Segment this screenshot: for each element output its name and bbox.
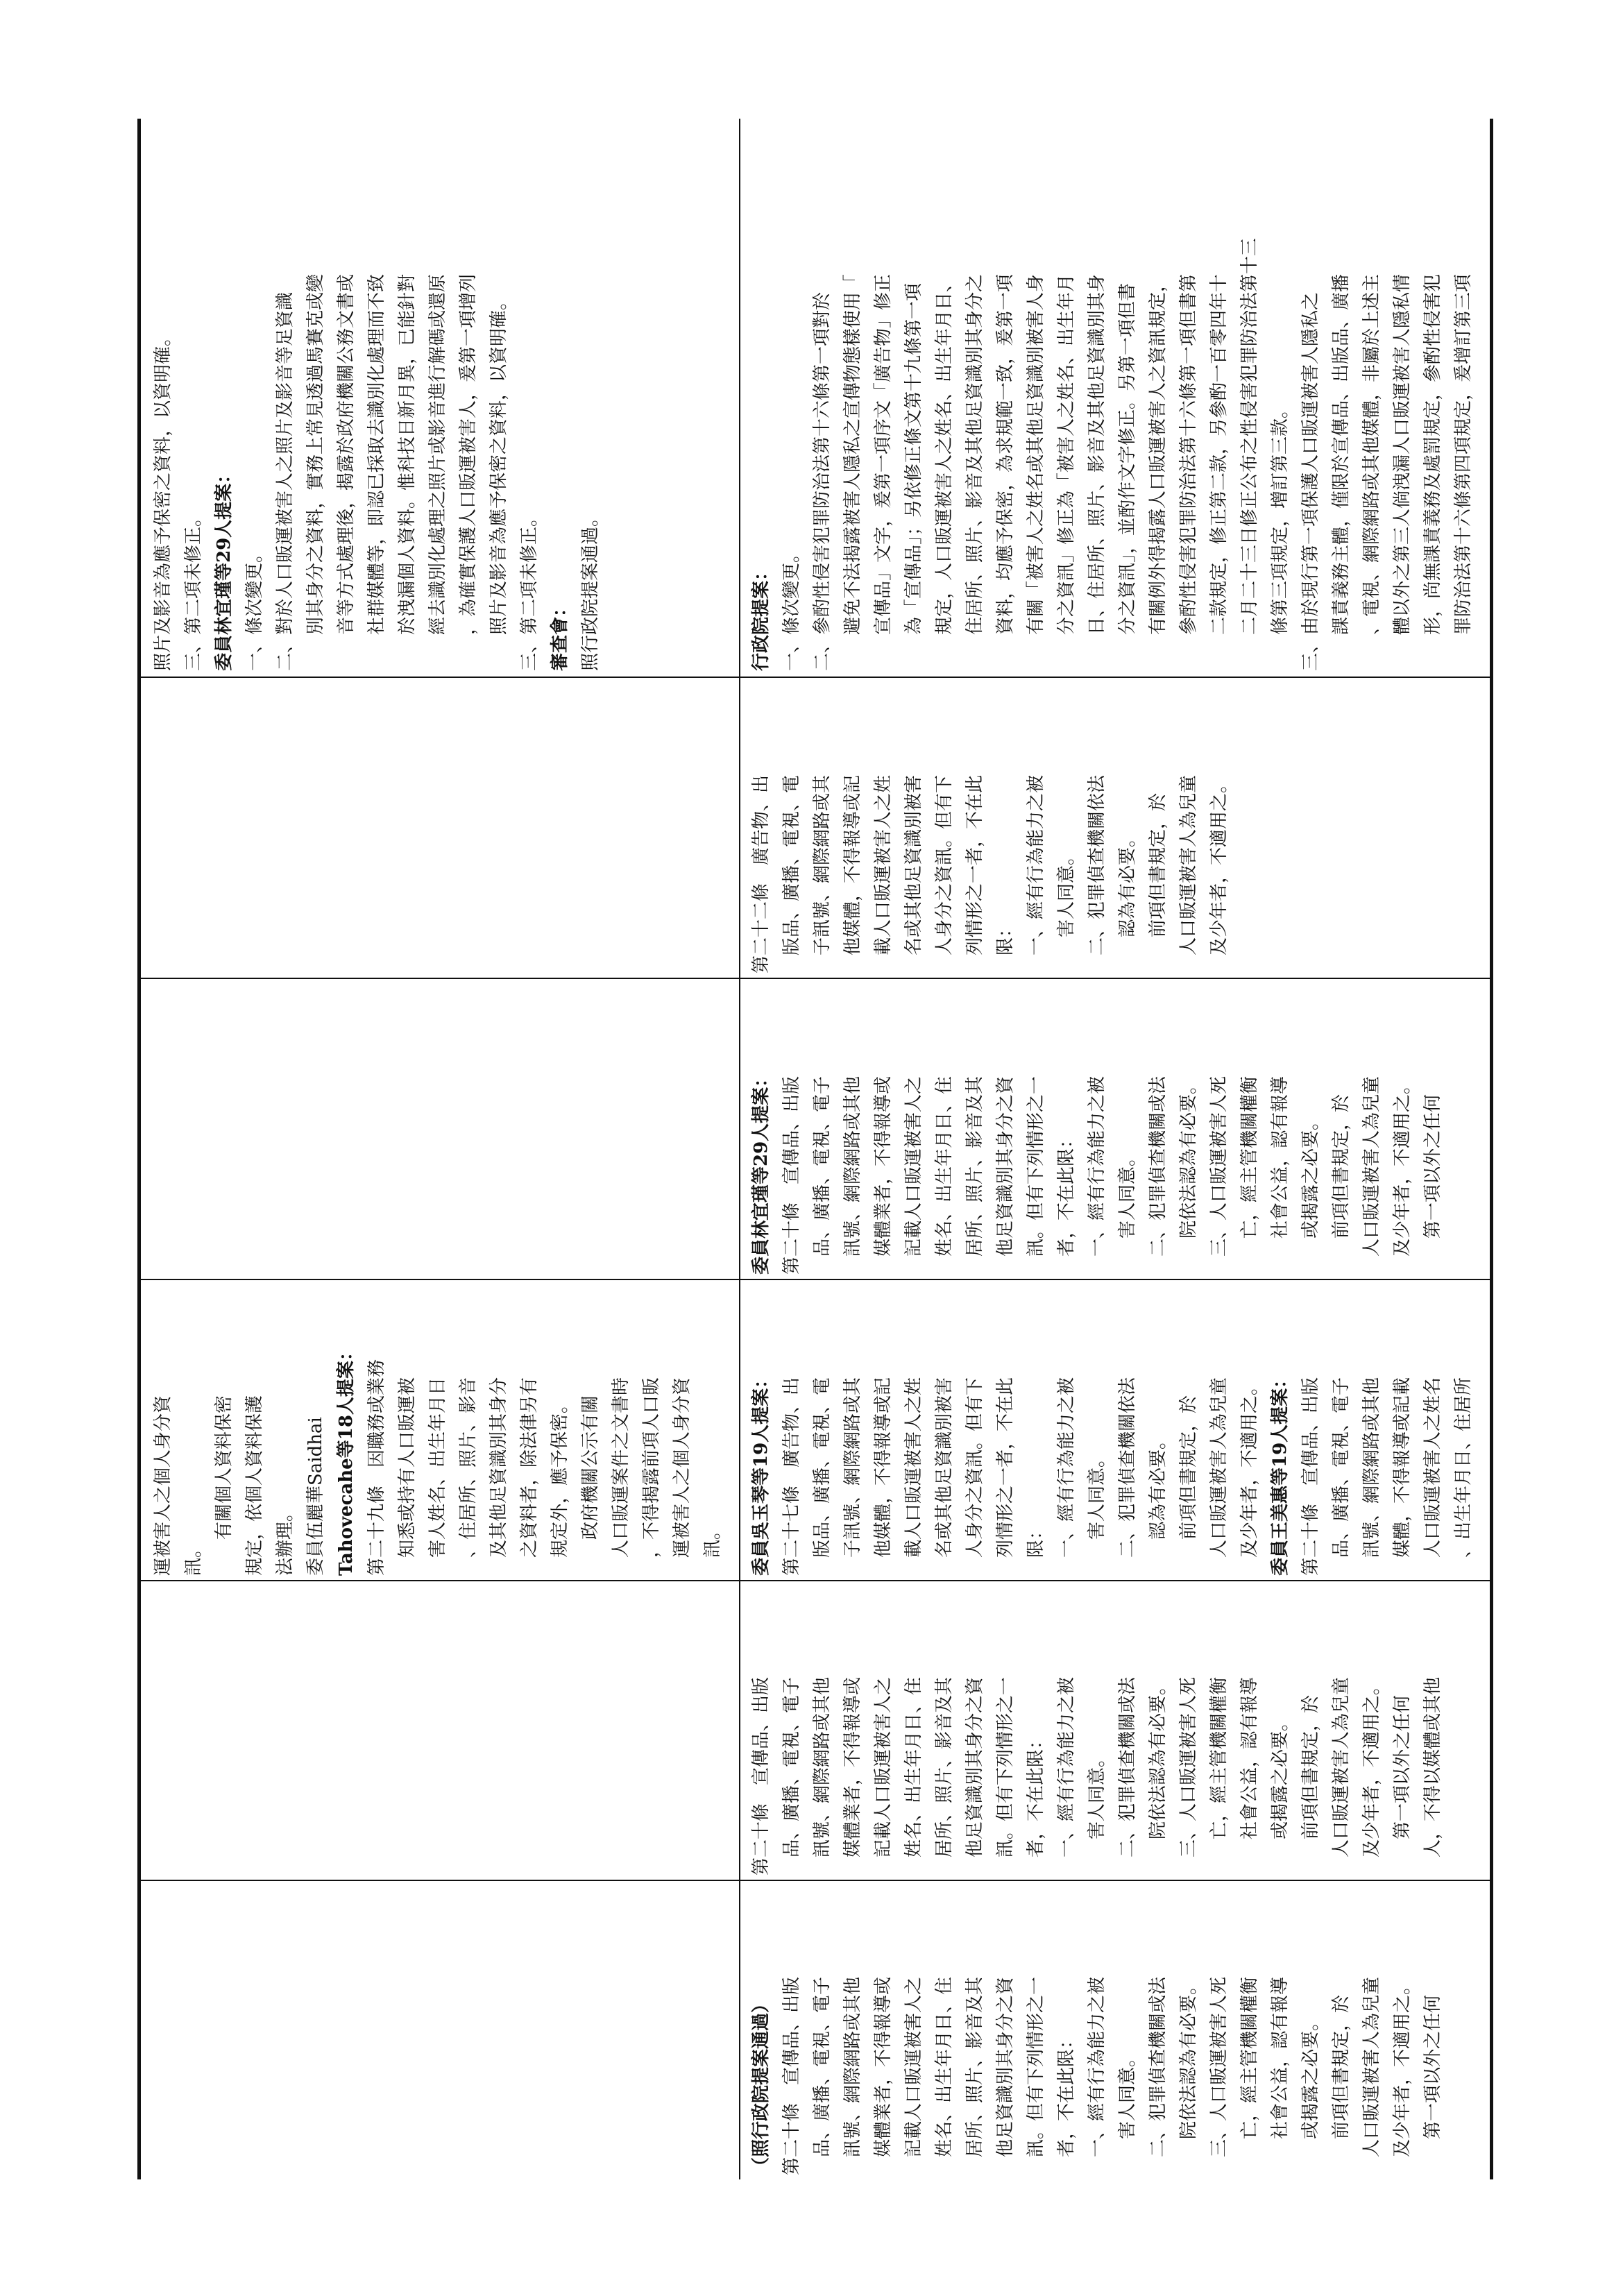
lower-cell-3 bbox=[746, 1284, 1486, 1576]
text-line: 居所、照片、影音及其 bbox=[965, 1075, 985, 1275]
text-line: 記載人口販運被害人之 bbox=[903, 1976, 924, 2175]
text-line: 二月二十三日修正公布之性侵害犯罪防治法第十三 bbox=[1239, 237, 1260, 671]
text-line: 宣傳品」文字，爰第一項序文「廣告物」修正 bbox=[873, 273, 894, 671]
text-line: ，為確實保護人口販運被害人，爰第一項增列 bbox=[458, 273, 479, 671]
text-line: 前項但書規定，於 bbox=[1178, 1395, 1199, 1576]
text-line: 第二十條 宣傳品、出版 bbox=[1300, 1377, 1321, 1576]
column-divider bbox=[141, 1880, 1490, 1881]
text-line: 名或其他足資識別被害 bbox=[934, 1377, 955, 1576]
text-line: 第二十條 宣傳品、出版 bbox=[781, 1075, 802, 1275]
text-line: 害人同意。 bbox=[1117, 1148, 1138, 1275]
text-line: 社會公益，認有報導 bbox=[1239, 1676, 1260, 1876]
text-line: 於洩漏個人資料。惟科技日新月異，已能針對 bbox=[397, 273, 418, 671]
text-line: 避免不法揭露被害人隱私之宣傳物態樣使用「 bbox=[842, 273, 863, 671]
text-line: 三、人口販運被害人死 bbox=[1209, 1976, 1230, 2175]
text-line: 委員林宜瑾等29人提案： bbox=[751, 1069, 772, 1275]
text-line: 一、經有行為能力之被 bbox=[1087, 1976, 1107, 2175]
text-line: 子訊號、網際網路或其 bbox=[812, 774, 833, 973]
text-line: 三、由於現行第一項保護人口販運被害人隱私之 bbox=[1300, 291, 1321, 671]
text-line: 媒體業者，不得報導或 bbox=[873, 1976, 894, 2175]
text-line: 第一項以外之任何 bbox=[1422, 1094, 1443, 1275]
text-line: 人，不得以媒體或其他 bbox=[1422, 1676, 1443, 1876]
text-line: 版品、廣播、電視、電 bbox=[781, 774, 802, 973]
text-line: 院依法認為有必要。 bbox=[1178, 1075, 1199, 1275]
text-line: 子訊號、網際網路或其 bbox=[842, 1377, 863, 1576]
text-line: 別其身分之資料，實務上常見透過馬賽克或變 bbox=[305, 273, 326, 671]
text-line: 運被害人之個人身分資 bbox=[153, 1395, 173, 1576]
text-line: 訊號、網際網路或其他 bbox=[812, 1676, 833, 1876]
text-line: 三、人口販運被害人死 bbox=[1209, 1075, 1230, 1275]
text-line: 訊。但有下列情形之一 bbox=[995, 1676, 1016, 1876]
text-line: 政府機關公示有關 bbox=[580, 1395, 601, 1576]
text-line: 者，不在此限： bbox=[1026, 1730, 1046, 1876]
lower-cell-6 bbox=[746, 123, 1486, 671]
text-line: 或揭露之必要。 bbox=[1300, 1112, 1321, 1275]
text-line: 二、犯罪偵查機關或法 bbox=[1148, 1075, 1169, 1275]
text-line: 列情形之一者，不在此 bbox=[995, 1377, 1016, 1576]
text-line: 及少年者，不適用之。 bbox=[1209, 774, 1230, 973]
text-line: 記載人口販運被害人之 bbox=[873, 1676, 894, 1876]
text-line: 限： bbox=[995, 919, 1016, 973]
column-divider bbox=[141, 1279, 1490, 1280]
text-line: 認為有必要。 bbox=[1117, 828, 1138, 973]
text-line: ，不得揭露前項人口販 bbox=[641, 1377, 662, 1576]
text-line: 有關個人資料保密 bbox=[214, 1395, 235, 1576]
text-line: 院依法認為有必要。 bbox=[1178, 1976, 1199, 2175]
text-line: 社會公益，認有報導 bbox=[1270, 1976, 1291, 2175]
text-line: 有關例外得揭露人口販運被害人之資訊規定， bbox=[1148, 273, 1169, 671]
text-line: 訊號、網際網路或其他 bbox=[1361, 1377, 1382, 1576]
text-line: 為「宣傳品」；另依修正條文第十九條第一項 bbox=[903, 282, 924, 671]
text-line: 人口販運被害人為兒童 bbox=[1209, 1377, 1230, 1576]
text-line: 一、條次變更。 bbox=[244, 544, 265, 671]
text-line: 及其他足資識別其身分 bbox=[488, 1377, 509, 1576]
text-line: 名或其他足資識別被害 bbox=[903, 774, 924, 973]
text-line: 社群媒體等，即認已採取去識別化處理而不致 bbox=[366, 273, 387, 671]
text-line: 害人同意。 bbox=[1087, 1749, 1107, 1876]
column-divider bbox=[141, 677, 1490, 678]
text-line: 他足資識別其身分之資 bbox=[995, 1075, 1016, 1275]
upper-cell-6 bbox=[148, 123, 735, 671]
text-line: 委員伍麗華Saidhai bbox=[305, 1417, 326, 1576]
text-line: 罪防治法第十六條第四項規定，爰增訂第三項 bbox=[1453, 273, 1474, 671]
text-line: 照片及影音為應予保密之資料，以資明確。 bbox=[153, 328, 173, 671]
text-line: 他足資識別其身分之資 bbox=[965, 1676, 985, 1876]
text-line: 害人姓名、出生年月日 bbox=[427, 1377, 448, 1576]
text-line: 姓名、出生年月日、住 bbox=[934, 1976, 955, 2175]
text-line: 體以外之第三人倘洩漏人口販運被害人隱私情 bbox=[1392, 273, 1413, 671]
text-line: 之資料者，除法律另有 bbox=[519, 1377, 540, 1576]
text-line: 二、參酌性侵害犯罪防治法第十六條第一項對於 bbox=[812, 291, 833, 671]
text-line: 訊。但有下列情形之一 bbox=[1026, 1075, 1046, 1275]
text-line: 亡，經主管機關權衡 bbox=[1239, 1976, 1260, 2175]
text-line: 第二十二條 廣告物、出 bbox=[751, 774, 772, 973]
lower-cell-5 bbox=[746, 682, 1486, 973]
text-line: 一、條次變更。 bbox=[781, 544, 802, 671]
text-line: 人口販運案件之文書時 bbox=[611, 1377, 631, 1576]
text-line: 他足資識別其身分之資 bbox=[995, 1976, 1016, 2175]
text-line: 二、犯罪偵查機關或法 bbox=[1117, 1676, 1138, 1876]
text-line: 行政院提案： bbox=[751, 562, 772, 671]
text-line: 媒體，不得報導或記載 bbox=[1392, 1377, 1413, 1576]
text-line: 、電視、網際網路或其他媒體，非屬於上述主 bbox=[1361, 273, 1382, 671]
text-line: 審查會： bbox=[550, 598, 570, 671]
text-line: 規定外，應予保密。 bbox=[550, 1395, 570, 1576]
text-line: 人身分之資訊。但有下 bbox=[965, 1377, 985, 1576]
text-line: 二款規定，修正第二款，另參酌一百零四年十 bbox=[1209, 273, 1230, 671]
text-line: 、出生年月日、住居所 bbox=[1453, 1377, 1474, 1576]
text-line: 院依法認為有必要。 bbox=[1148, 1676, 1169, 1876]
text-line: 照片及影音為應予保密之資料，以資明確。 bbox=[488, 291, 509, 671]
text-line: 人口販運被害人為兒童 bbox=[1361, 1976, 1382, 2175]
text-line: 委員吳玉琴等19人提案： bbox=[751, 1370, 772, 1576]
text-line: 他媒體，不得報導或記 bbox=[873, 1377, 894, 1576]
upper-cell-1 bbox=[148, 1884, 735, 2175]
text-line: 品、廣播、電視、電子 bbox=[1331, 1377, 1352, 1576]
text-line: 有關「被害人之姓名或其他足資識別被害人身 bbox=[1026, 273, 1046, 671]
text-line: 亡，經主管機關權衡 bbox=[1209, 1676, 1230, 1876]
comparison-table bbox=[137, 119, 1493, 2179]
text-line: 二、犯罪偵查機關或法 bbox=[1148, 1976, 1169, 2175]
text-line: 一、經有行為能力之被 bbox=[1056, 1676, 1077, 1876]
text-line: 規定，人口販運被害人之姓名、出生年月日、 bbox=[934, 273, 955, 671]
text-line: 認為有必要。 bbox=[1148, 1431, 1169, 1576]
text-line: 第一項以外之任何 bbox=[1392, 1694, 1413, 1876]
text-line: 載人口販運被害人之姓 bbox=[903, 1377, 924, 1576]
text-line: 訊。 bbox=[183, 1539, 204, 1576]
text-line: 列情形之一者，不在此 bbox=[965, 774, 985, 973]
text-line: 及少年者，不適用之。 bbox=[1392, 1075, 1413, 1275]
text-line: 害人同意。 bbox=[1056, 847, 1077, 973]
column-divider bbox=[141, 978, 1490, 979]
text-line: 者，不在此限： bbox=[1056, 1130, 1077, 1275]
text-line: 姓名、出生年月日、住 bbox=[934, 1075, 955, 1275]
text-line: 知悉或持有人口販運被 bbox=[397, 1377, 418, 1576]
text-line: 、住居所、照片、影音 bbox=[458, 1377, 479, 1576]
text-line: 或揭露之必要。 bbox=[1300, 2012, 1321, 2175]
text-line: 參酌性侵害犯罪防治法第十六條第一項但書第 bbox=[1178, 273, 1199, 671]
text-line: 分之資訊」修正為「被害人之姓名、出生年月 bbox=[1056, 273, 1077, 671]
text-line: 訊。 bbox=[702, 1521, 723, 1576]
text-line: Tahovecahe等18人提案： bbox=[336, 1343, 357, 1576]
text-line: 日、住居所、照片、影音及其他足資識別其身 bbox=[1087, 273, 1107, 671]
text-line: 版品、廣播、電視、電 bbox=[812, 1377, 833, 1576]
text-line: 二、對於人口販運被害人之照片及影音等足資識 bbox=[275, 291, 296, 671]
text-line: 委員林宜瑾等29人提案： bbox=[214, 465, 235, 671]
text-line: 及少年者，不適用之。 bbox=[1361, 1676, 1382, 1876]
text-line: 記載人口販運被害人之 bbox=[903, 1075, 924, 1275]
text-line: 品、廣播、電視、電子 bbox=[812, 1976, 833, 2175]
text-line: 訊號、網際網路或其他 bbox=[842, 1075, 863, 1275]
text-line: 前項但書規定，於 bbox=[1148, 792, 1169, 973]
text-line: 亡，經主管機關權衡 bbox=[1239, 1075, 1260, 1275]
text-line: 人口販運被害人之姓名 bbox=[1422, 1377, 1443, 1576]
upper-cell-4 bbox=[148, 983, 735, 1275]
column-divider bbox=[141, 1580, 1490, 1581]
text-line: （照行政院提案通過） bbox=[751, 1994, 772, 2175]
upper-cell-5 bbox=[148, 682, 735, 973]
upper-cell-2 bbox=[148, 1584, 735, 1876]
text-line: 音等方式處理後，揭露於政府機關公務文書或 bbox=[336, 273, 357, 671]
text-line: 三、第二項未修正。 bbox=[519, 508, 540, 671]
text-line: 人口販運被害人為兒童 bbox=[1178, 774, 1199, 973]
text-line: 形，尚無課責義務及處罰規定，參酌性侵害犯 bbox=[1422, 273, 1443, 671]
text-line: 害人同意。 bbox=[1087, 1449, 1107, 1576]
text-line: 二、犯罪偵查機關依法 bbox=[1117, 1377, 1138, 1576]
text-line: 品、廣播、電視、電子 bbox=[781, 1676, 802, 1876]
text-line: 第一項以外之任何 bbox=[1422, 1994, 1443, 2175]
upper-cell-3 bbox=[148, 1284, 735, 1576]
text-line: 及少年者，不適用之。 bbox=[1239, 1377, 1260, 1576]
lower-cell-4 bbox=[746, 983, 1486, 1275]
text-line: 分之資訊」，並酌作文字修正。另第一項但書 bbox=[1117, 282, 1138, 671]
text-line: 條第三項規定，增訂第三款。 bbox=[1270, 400, 1291, 671]
text-line: 社會公益，認有報導 bbox=[1270, 1075, 1291, 1275]
text-line: 第二十七條 廣告物、出 bbox=[781, 1377, 802, 1576]
text-line: 載人口販運被害人之姓 bbox=[873, 774, 894, 973]
text-line: 居所、照片、影音及其 bbox=[965, 1976, 985, 2175]
text-line: 經去識別化處理之照片或影音進行解碼或還原 bbox=[427, 273, 448, 671]
text-line: 者，不在此限： bbox=[1056, 2030, 1077, 2175]
text-line: 訊。但有下列情形之一 bbox=[1026, 1976, 1046, 2175]
text-line: 及少年者，不適用之。 bbox=[1392, 1976, 1413, 2175]
text-line: 三、人口販運被害人死 bbox=[1178, 1676, 1199, 1876]
text-line: 媒體業者，不得報導或 bbox=[842, 1676, 863, 1876]
text-line: 他媒體，不得報導或記 bbox=[842, 774, 863, 973]
table-row-divider bbox=[739, 119, 740, 2179]
text-line: 第二十九條 因職務或業務 bbox=[366, 1359, 387, 1576]
lower-cell-2 bbox=[746, 1584, 1486, 1876]
text-line: 害人同意。 bbox=[1117, 2048, 1138, 2175]
text-line: 一、經有行為能力之被 bbox=[1056, 1377, 1077, 1576]
text-line: 人口販運被害人為兒童 bbox=[1331, 1676, 1352, 1876]
text-line: 運被害人之個人身分資 bbox=[672, 1377, 692, 1576]
text-line: 一、經有行為能力之被 bbox=[1026, 774, 1046, 973]
text-line: 法辦理。 bbox=[275, 1503, 296, 1576]
text-line: 規定，依個人資料保護 bbox=[244, 1395, 265, 1576]
text-line: 前項但書規定，於 bbox=[1300, 1694, 1321, 1876]
text-line: 二、犯罪偵查機關依法 bbox=[1087, 774, 1107, 973]
text-line: 委員王美惠等19人提案： bbox=[1270, 1370, 1291, 1576]
text-line: 課責義務主體，僅限於宣傳品、出版品、廣播 bbox=[1331, 273, 1352, 671]
text-line: 第二十條 宣傳品、出版 bbox=[781, 1976, 802, 2175]
text-line: 限： bbox=[1026, 1521, 1046, 1576]
text-line: 姓名、出生年月日、住 bbox=[903, 1676, 924, 1876]
lower-cell-1 bbox=[746, 1884, 1486, 2175]
text-line: 人口販運被害人為兒童 bbox=[1361, 1075, 1382, 1275]
text-line: 照行政院提案通過。 bbox=[580, 508, 601, 671]
text-line: 一、經有行為能力之被 bbox=[1087, 1075, 1107, 1275]
text-line: 第二十條 宣傳品、出版 bbox=[751, 1676, 772, 1876]
text-line: 訊號、網際網路或其他 bbox=[842, 1976, 863, 2175]
text-line: 或揭露之必要。 bbox=[1270, 1712, 1291, 1876]
text-line: 住居所、照片、影音及其他足資識別其身分之 bbox=[965, 273, 985, 671]
text-line: 媒體業者，不得報導或 bbox=[873, 1075, 894, 1275]
text-line: 資料，均應予保密，為求規範一致，爰第一項 bbox=[995, 273, 1016, 671]
text-line: 品、廣播、電視、電子 bbox=[812, 1075, 833, 1275]
text-line: 居所、照片、影音及其 bbox=[934, 1676, 955, 1876]
text-line: 人身分之資訊。但有下 bbox=[934, 774, 955, 973]
text-line: 三、第二項未修正。 bbox=[183, 508, 204, 671]
text-line: 前項但書規定，於 bbox=[1331, 1994, 1352, 2175]
text-line: 前項但書規定，於 bbox=[1331, 1094, 1352, 1275]
